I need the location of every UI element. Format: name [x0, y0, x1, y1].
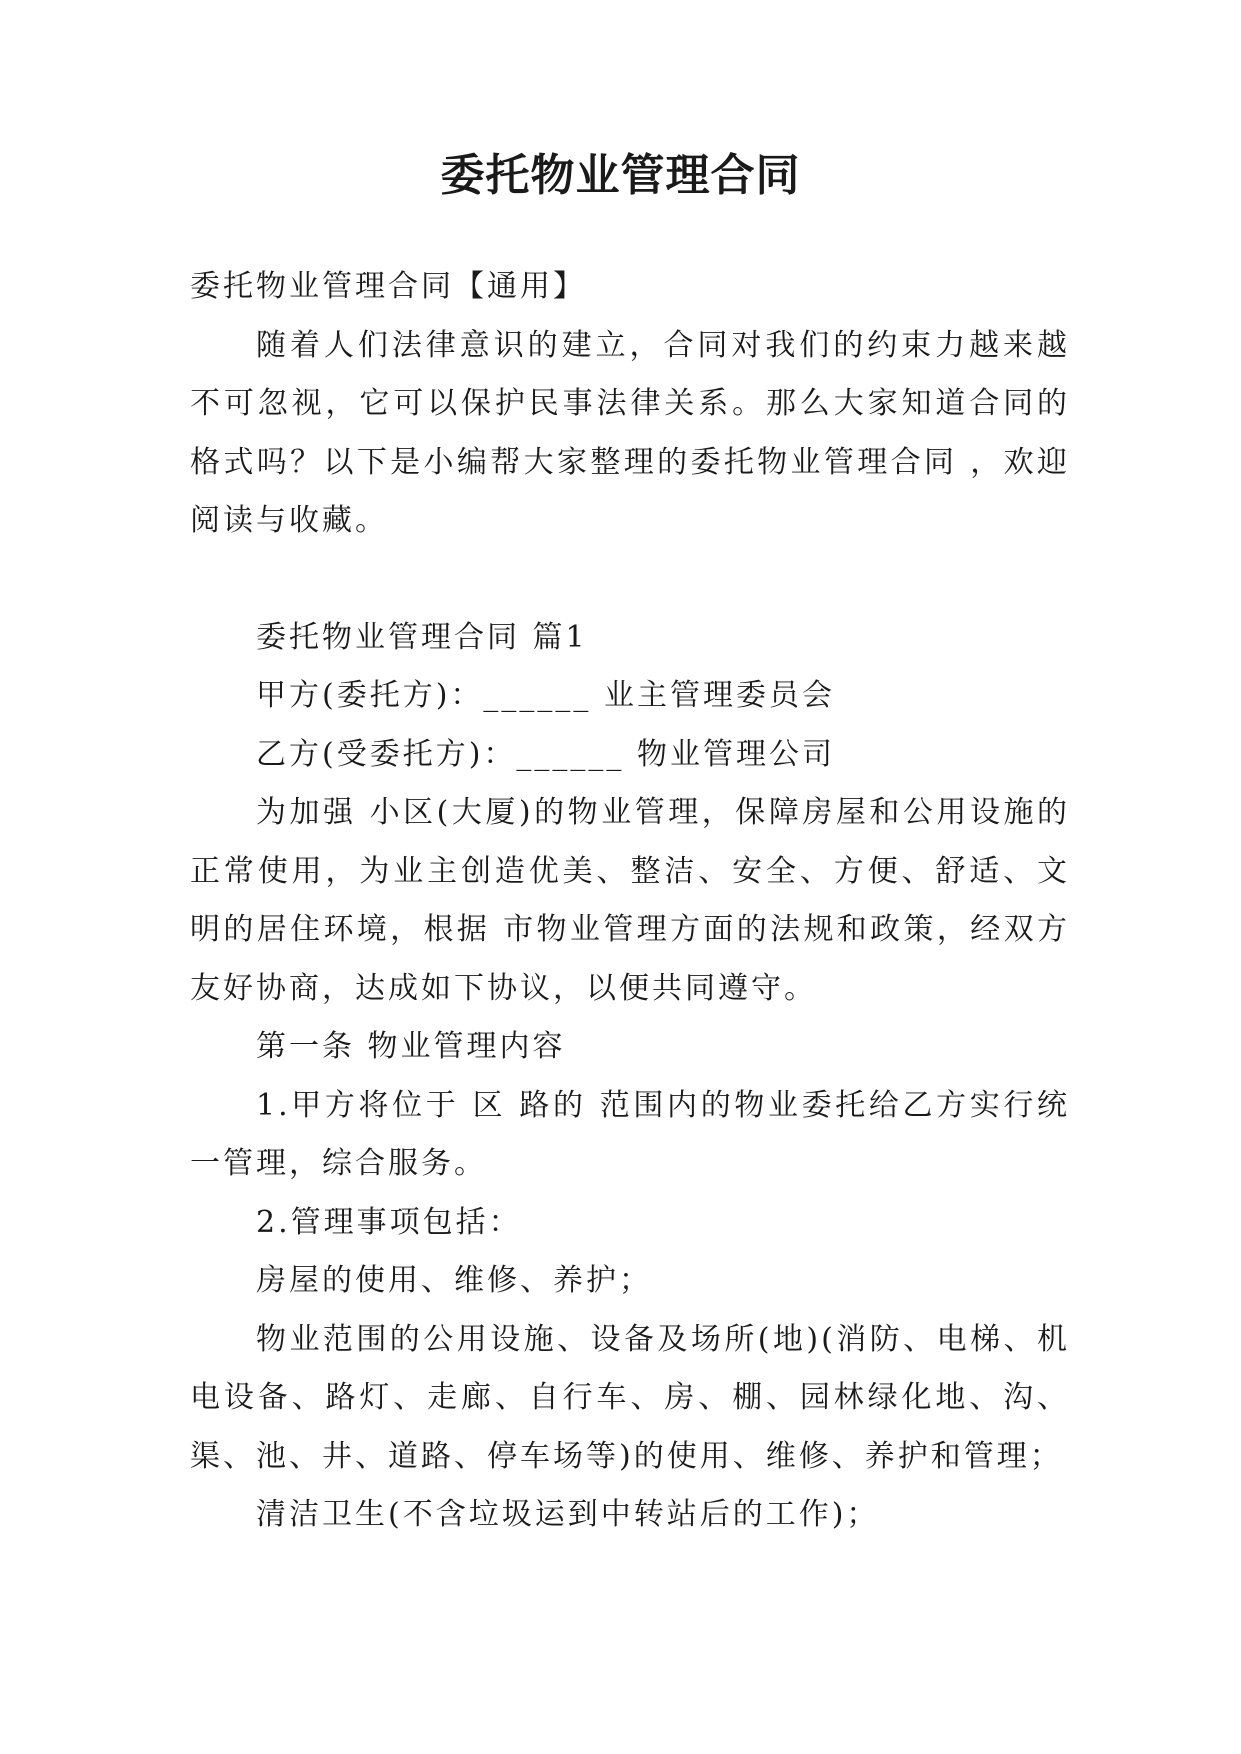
- document-body: [190, 258, 1070, 1545]
- clause-paragraph: 1.甲方将位于 区 路的 范围内的物业委托给乙方实行统一管理，综合服务。: [190, 1087, 1070, 1181]
- intro-paragraph: 随着人们法律意识的建立，合同对我们的约束力越来越不可忽视，它可以保护民事法律关系。那么大家知道合同的格式吗？以下是小编帮大家整理的委托物业管理合同 ，欢迎阅读与收藏。: [190, 327, 1070, 538]
- party-b-line: 乙方(受委托方)：______ 物业管理公司: [256, 736, 835, 772]
- clause-paragraph: 物业范围的公用设施、设备及场所(地)(消防、电梯、机电设备、路灯、走廊、自行车、房、棚、园林绿化地、沟、渠、池、井、道路、停车场等)的使用、维修、养护和管理；: [190, 1321, 1070, 1474]
- preamble-paragraph: 为加强 小区(大厦)的物业管理，保障房屋和公用设施的正常使用，为业主创造优美、整洁、安全、方便、舒适、文明的居住环境，根据 市物业管理方面的法规和政策，经双方友好协商，达成如下协议，以便共同遵守。: [190, 795, 1070, 1006]
- party-a-line: 甲方(委托方)：______ 业主管理委员会: [256, 678, 835, 713]
- clause-paragraph: 房屋的使用、维修、养护；: [256, 1263, 652, 1298]
- clause-paragraph: 2.管理事项包括：: [256, 1204, 522, 1240]
- subtitle-paragraph: 委托物业管理合同【通用】: [190, 269, 586, 304]
- paragraph-spacer: [190, 551, 1070, 609]
- section-heading: 委托物业管理合同 篇1: [256, 619, 588, 655]
- clause-paragraph: 清洁卫生(不含垃圾运到中转站后的工作)；: [256, 1497, 880, 1532]
- document-title: 委托物业管理合同: [440, 150, 801, 201]
- article-heading: 第一条 物业管理内容: [256, 1029, 566, 1064]
